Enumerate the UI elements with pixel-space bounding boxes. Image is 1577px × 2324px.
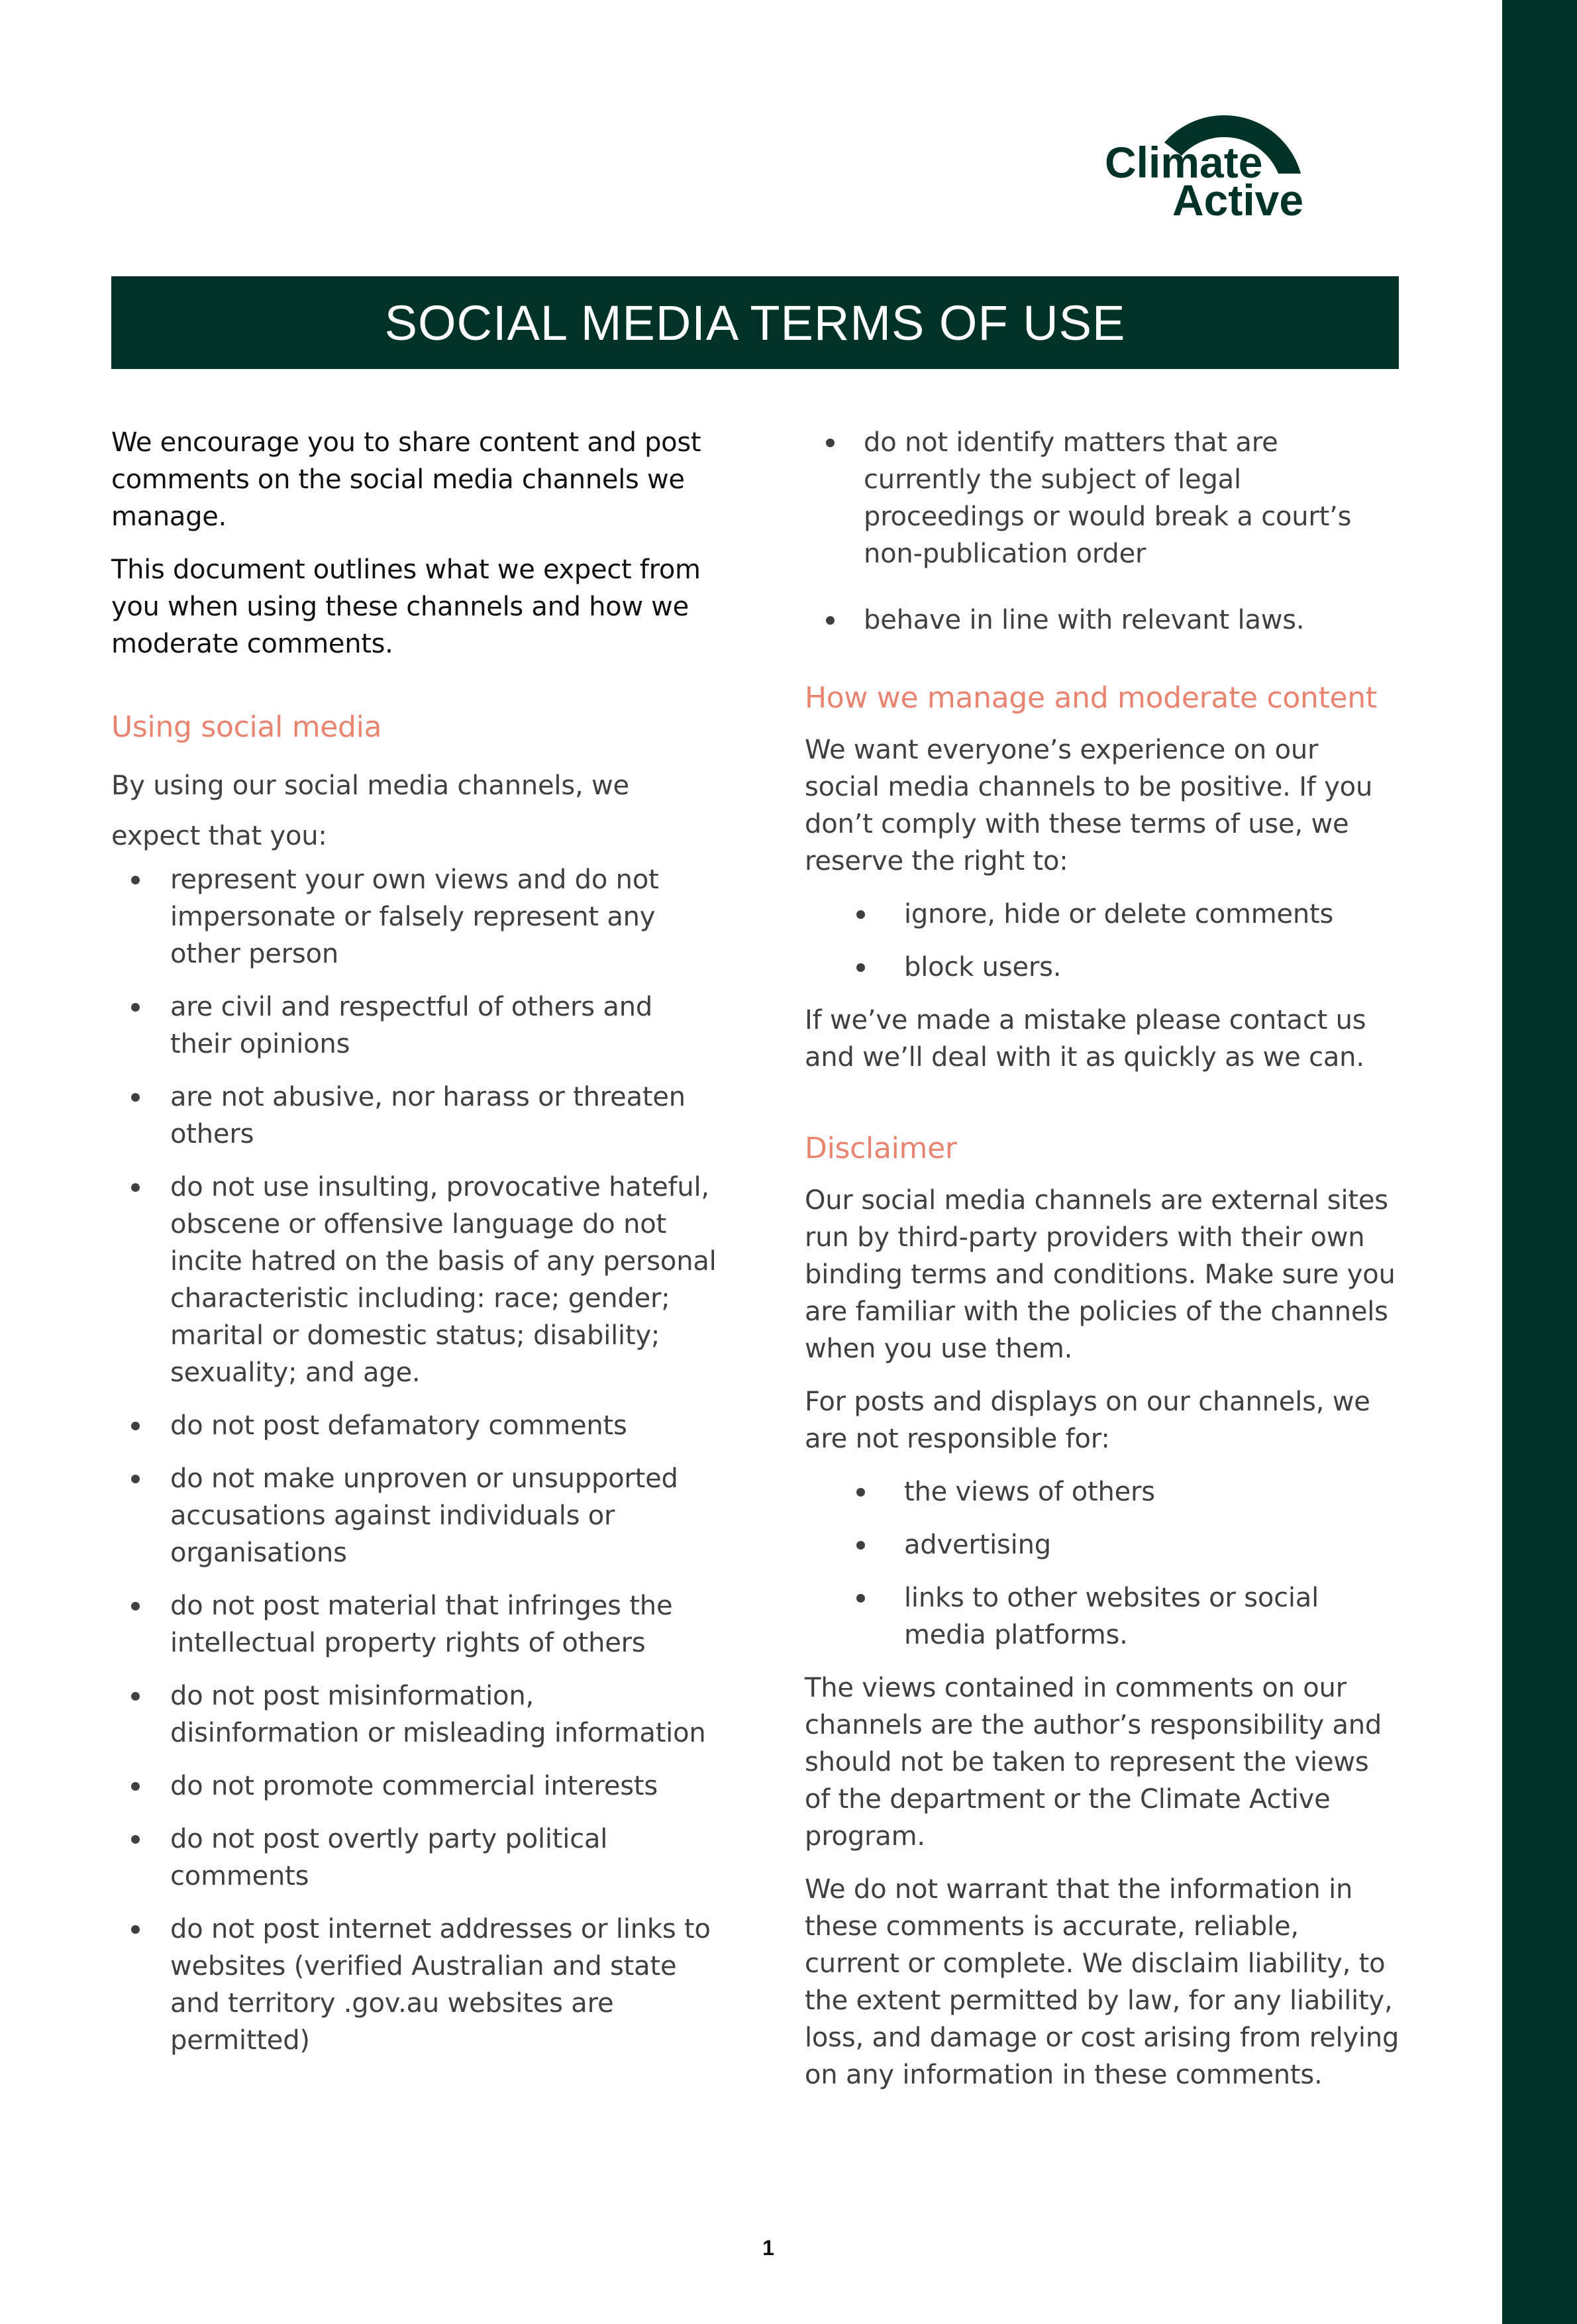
list-item: do not post defamatory comments bbox=[111, 1407, 721, 1444]
disclaimer-paragraph: The views contained in comments on our channels are the author’s responsibility and should not be taken to represent the views of the department or the Climate Active program. bbox=[805, 1673, 1382, 1852]
list-item: do not post material that infringes the intellectual property rights of others bbox=[111, 1587, 721, 1662]
intro-paragraph: This document outlines what we expect from you when using these channels and how we moderate comments. bbox=[111, 555, 701, 659]
list-item: links to other websites or social media platforms. bbox=[805, 1579, 1401, 1654]
moderation-actions-list bbox=[805, 896, 1401, 986]
title-banner bbox=[111, 276, 1399, 369]
climate-active-logo bbox=[1105, 79, 1323, 219]
list-item: ignore, hide or delete comments bbox=[805, 896, 1401, 933]
list-item: do not make unproven or unsupported accusations against individuals or organisations bbox=[111, 1460, 721, 1571]
list-item: do not identify matters that are currently the subject of legal proceedings or would break a court’s non-publication order bbox=[805, 424, 1401, 572]
list-item: do not use insulting, provocative hateful, obscene or offensive language do not incite hatred on the basis of any personal characteristic including: race; gender; marital or domestic status; disability; sexuality; and age. bbox=[111, 1169, 721, 1391]
list-item: do not promote commercial interests bbox=[111, 1768, 721, 1805]
list-item: are not abusive, nor harass or threaten others bbox=[111, 1079, 721, 1153]
disclaimer-paragraph: Our social media channels are external sites run by third-party providers with their own binding terms and conditions. Make sure you are familiar with the policies of the channels when you use them. bbox=[805, 1185, 1396, 1364]
logo-text-line2: Active bbox=[1172, 176, 1304, 219]
mistake-paragraph: If we’ve made a mistake please contact us and we’ll deal with it as quickly as we can. bbox=[805, 1005, 1366, 1073]
list-item: block users. bbox=[805, 949, 1401, 986]
list-item: advertising bbox=[805, 1526, 1401, 1563]
page-title: SOCIAL MEDIA TERMS OF USE bbox=[384, 295, 1126, 350]
expectations-list bbox=[111, 861, 721, 2059]
manage-paragraph: We want everyone’s experience on our social media channels to be positive. If you don’t comply with these terms of use, we reserve the right to: bbox=[805, 735, 1373, 876]
list-item: do not post overtly party political comments bbox=[111, 1821, 721, 1895]
intro-paragraph: We encourage you to share content and post comments on the social media channels we manage. bbox=[111, 427, 701, 532]
disclaimer-paragraph: For posts and displays on our channels, we are not responsible for: bbox=[805, 1387, 1370, 1454]
list-item: the views of others bbox=[805, 1473, 1401, 1510]
not-responsible-list bbox=[805, 1473, 1401, 1654]
list-item: represent your own views and do not impersonate or falsely represent any other person bbox=[111, 861, 721, 973]
section-heading-disclaimer: Disclaimer bbox=[805, 1132, 957, 1165]
left-column bbox=[111, 424, 721, 2075]
list-item: do not post internet addresses or links to websites (verified Australian and state and territory .gov.au websites are permitted) bbox=[111, 1911, 721, 2059]
list-item: behave in line with relevant laws. bbox=[805, 602, 1401, 639]
side-color-bar bbox=[1502, 0, 1577, 2324]
section-heading-using-social-media: Using social media bbox=[111, 710, 382, 744]
page-number: 1 bbox=[762, 2236, 774, 2260]
disclaimer-paragraph: We do not warrant that the information in these comments is accurate, reliable, current or complete. We disclaim liability, to the extent permitted by law, for any liability, loss, and damage or cost arising from relying on any information in these comments. bbox=[805, 1874, 1399, 2090]
expectations-list-continued bbox=[805, 424, 1401, 639]
list-item: are civil and respectful of others and their opinions bbox=[111, 988, 721, 1063]
list-item: do not post misinformation, disinformation or misleading information bbox=[111, 1677, 721, 1752]
section-heading-manage-content: How we manage and moderate content bbox=[805, 681, 1377, 715]
lead-paragraph: By using our social media channels, we expect that you: bbox=[111, 770, 629, 851]
logo-text-line1: Climate bbox=[1105, 138, 1263, 187]
right-column bbox=[805, 424, 1401, 2109]
